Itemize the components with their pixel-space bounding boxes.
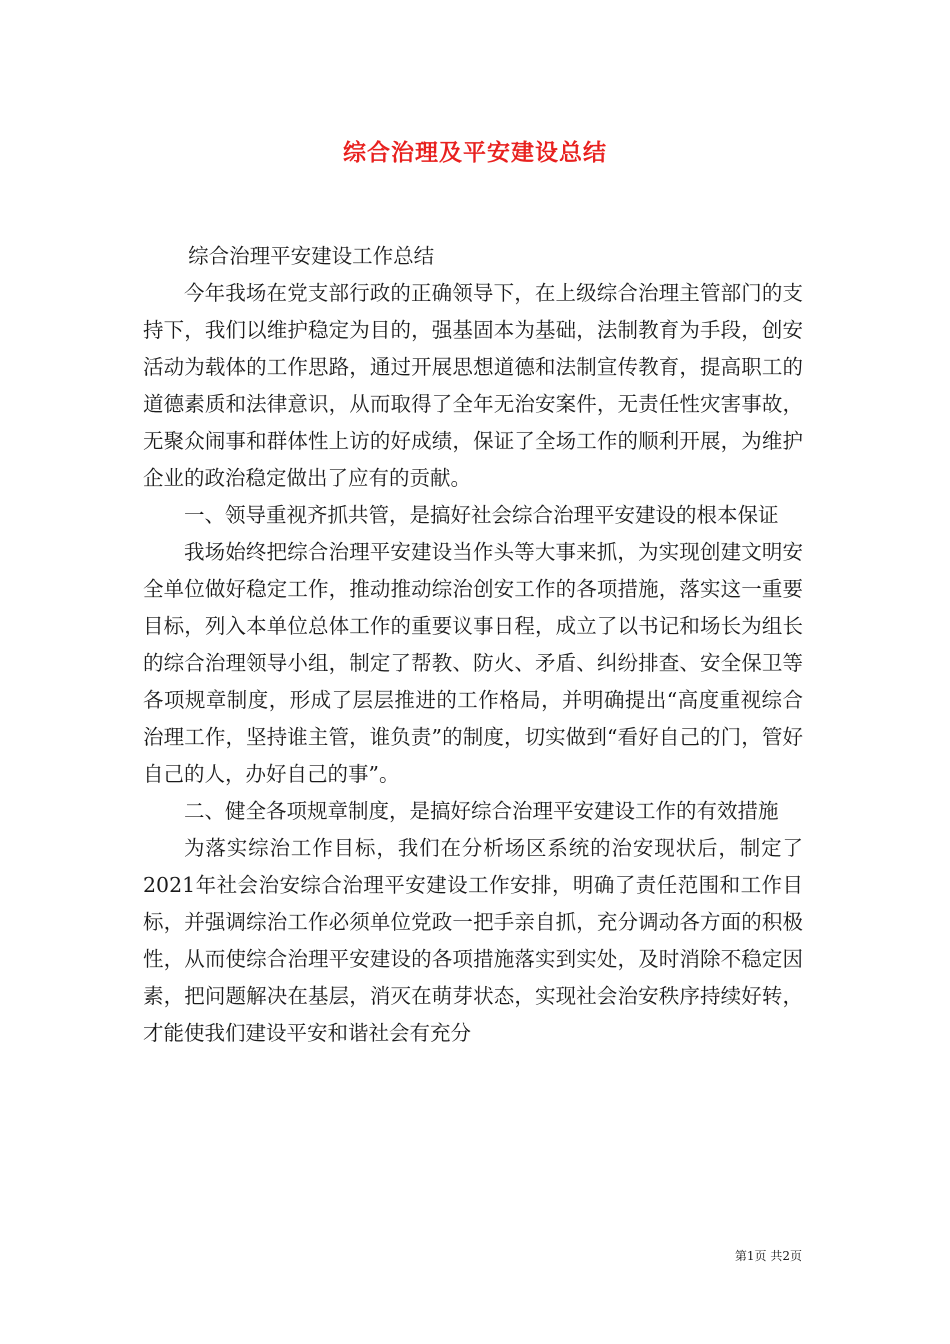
page-number: 第1页 共2页 bbox=[734, 1249, 802, 1263]
document-title: 综合治理及平安建设总结 bbox=[343, 139, 607, 166]
paragraph-section-1: 我场始终把综合治理平安建设当作头等大事来抓，为实现创建文明安全单位做好稳定工作，推动推动综治创安工作的各项措施，落实这一重要目标，列入本单位总体工作的重要议事日程，成立了以书记和场长为组长的综合治理领导小组，制定了帮教、防火、矛盾、纠纷排查、安全保卫等各项规章制度，形成了层层推进的工作格局，并明确提出“高度重视综合治理工作，坚持谁主管，谁负责”的制度，切实做到“看好自己的门，管好自己的人，办好自己的事”。 bbox=[143, 540, 803, 786]
section-heading-1: 一、领导重视齐抓共管，是搞好社会综合治理平安建设的根本保证 bbox=[184, 503, 779, 527]
section-heading-2: 二、健全各项规章制度，是搞好综合治理平安建设工作的有效措施 bbox=[184, 799, 779, 823]
document-subtitle: 综合治理平安建设工作总结 bbox=[188, 244, 435, 268]
paragraph-section-2: 为落实综治工作目标，我们在分析场区系统的治安现状后，制定了2021年社会治安综合治理平安建设工作安排，明确了责任范围和工作目标，并强调综治工作必须单位党政一把手亲自抓，充分调动各方面的积极性，从而使综合治理平安建设的各项措施落实到实处，及时消除不稳定因素，把问题解决在基层，消灭在萌芽状态，实现社会治安秩序持续好转，才能使我们建设平安和谐社会有充分 bbox=[143, 836, 803, 1045]
document-body bbox=[143, 238, 803, 1052]
paragraph-intro: 今年我场在党支部行政的正确领导下，在上级综合治理主管部门的支持下，我们以维护稳定为目的，强基固本为基础，法制教育为手段，创安活动为载体的工作思路，通过开展思想道德和法制宣传教育，提高职工的道德素质和法律意识，从而取得了全年无治安案件，无责任性灾害事故，无聚众闹事和群体性上访的好成绩，保证了全场工作的顺利开展，为维护企业的政治稳定做出了应有的贡献。 bbox=[143, 281, 803, 490]
